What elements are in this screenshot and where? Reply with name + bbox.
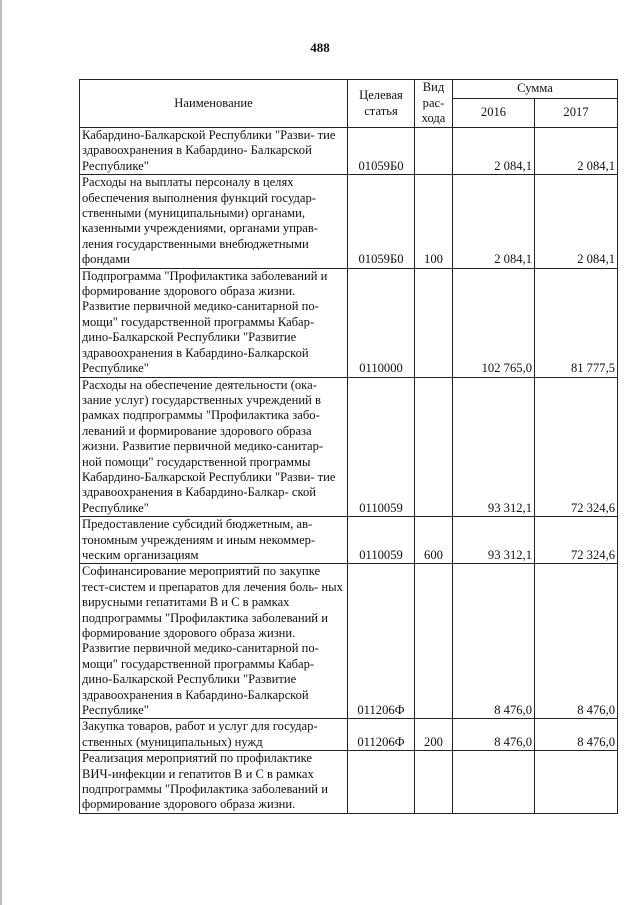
row-amount-2016: 102 765,0: [453, 268, 535, 377]
row-name: Закупка товаров, работ и услуг для государ- ственных (муниципальных) нужд: [80, 719, 348, 751]
header-year-2016: 2016: [453, 99, 535, 128]
row-amount-2016: [453, 751, 535, 814]
table-row: [80, 128, 618, 175]
header-target-article: Целевая статья: [348, 80, 415, 128]
table-header-row: [80, 80, 618, 99]
row-amount-2016: 8 476,0: [453, 564, 535, 719]
row-amount-2017: 72 324,6: [535, 377, 618, 517]
page-number: 488: [310, 40, 330, 55]
row-amount-2016: 2 084,1: [453, 175, 535, 268]
row-name: Софинансирование мероприятий по закупке тест-систем и препаратов для лечения боль- ных вирусными гепатитами В и С в рамках подпрограммы "Профилактика заболеваний и формирование здорового образа жизни. Развитие первичной медико-санитарной по- мощи" государственной программы Кабар- дино-Балкарской Республики "Развитие здравоохранения в Кабардино-Балкарской Республике": [80, 564, 348, 719]
row-target-article: 0110000: [348, 268, 415, 377]
row-target-article: [348, 751, 415, 814]
row-amount-2016: 8 476,0: [453, 719, 535, 751]
row-name: Предоставление субсидий бюджетным, ав- тономным учреждениям и иным некоммер- ческим организациям: [80, 517, 348, 564]
row-target-article: 01059Б0: [348, 128, 415, 175]
row-name: Реализация мероприятий по профилактике ВИЧ-инфекции и гепатитов В и С в рамках подпрограммы "Профилактика заболеваний и формирование здорового образа жизни.: [80, 751, 348, 814]
row-expense-kind: [415, 128, 453, 175]
row-amount-2017: 72 324,6: [535, 517, 618, 564]
row-expense-kind: 200: [415, 719, 453, 751]
header-expense-kind: Вид рас- хода: [415, 80, 453, 128]
row-expense-kind: 100: [415, 175, 453, 268]
row-target-article: 011206Ф: [348, 719, 415, 751]
row-amount-2017: 2 084,1: [535, 128, 618, 175]
table-row: [80, 175, 618, 268]
row-expense-kind: [415, 377, 453, 517]
table-row: [80, 268, 618, 377]
row-expense-kind: [415, 751, 453, 814]
row-name: Расходы на выплаты персоналу в целях обеспечения выполнения функций государ- ственными (муниципальными) органами, казенными учреждениями, органами управ- ления государственными внебюджетными фондами: [80, 175, 348, 268]
row-amount-2017: 2 084,1: [535, 175, 618, 268]
row-name: Кабардино-Балкарской Республики "Разви- тие здравоохранения в Кабардино- Балкарской Республике": [80, 128, 348, 175]
row-name: Подпрограмма "Профилактика заболеваний и формирование здорового образа жизни. Развитие первичной медико-санитарной по- мощи" государственной программы Кабар- дино-Балкарской Республики "Развитие здравоохранения в Кабардино-Балкарской Республике": [80, 268, 348, 377]
header-year-2017: 2017: [535, 99, 618, 128]
row-target-article: 0110059: [348, 377, 415, 517]
table-row: [80, 751, 618, 814]
table-row: [80, 517, 618, 564]
row-amount-2016: 93 312,1: [453, 377, 535, 517]
table-row: [80, 564, 618, 719]
row-amount-2016: 2 084,1: [453, 128, 535, 175]
row-expense-kind: [415, 564, 453, 719]
row-name: Расходы на обеспечение деятельности (ока- зание услуг) государственных учреждений в рамках подпрограммы "Профилактика забо- леваний и формирование здорового образа жизни. Развитие первичной медико-санитар- ной помощи" государственной программы Кабардино-Балкарской Республики "Разви- тие здравоохранения в Кабардино-Балкар- ской Республике": [80, 377, 348, 517]
row-amount-2017: [535, 751, 618, 814]
scan-edge: [0, 0, 2, 905]
row-target-article: 01059Б0: [348, 175, 415, 268]
row-expense-kind: [415, 268, 453, 377]
row-amount-2016: 93 312,1: [453, 517, 535, 564]
table-row: [80, 377, 618, 517]
row-amount-2017: 8 476,0: [535, 719, 618, 751]
budget-table: [79, 79, 618, 814]
row-amount-2017: 8 476,0: [535, 564, 618, 719]
table-row: [80, 719, 618, 751]
header-name: Наименование: [80, 80, 348, 128]
row-expense-kind: 600: [415, 517, 453, 564]
row-amount-2017: 81 777,5: [535, 268, 618, 377]
row-target-article: 011206Ф: [348, 564, 415, 719]
row-target-article: 0110059: [348, 517, 415, 564]
header-sum: Сумма: [453, 80, 618, 99]
